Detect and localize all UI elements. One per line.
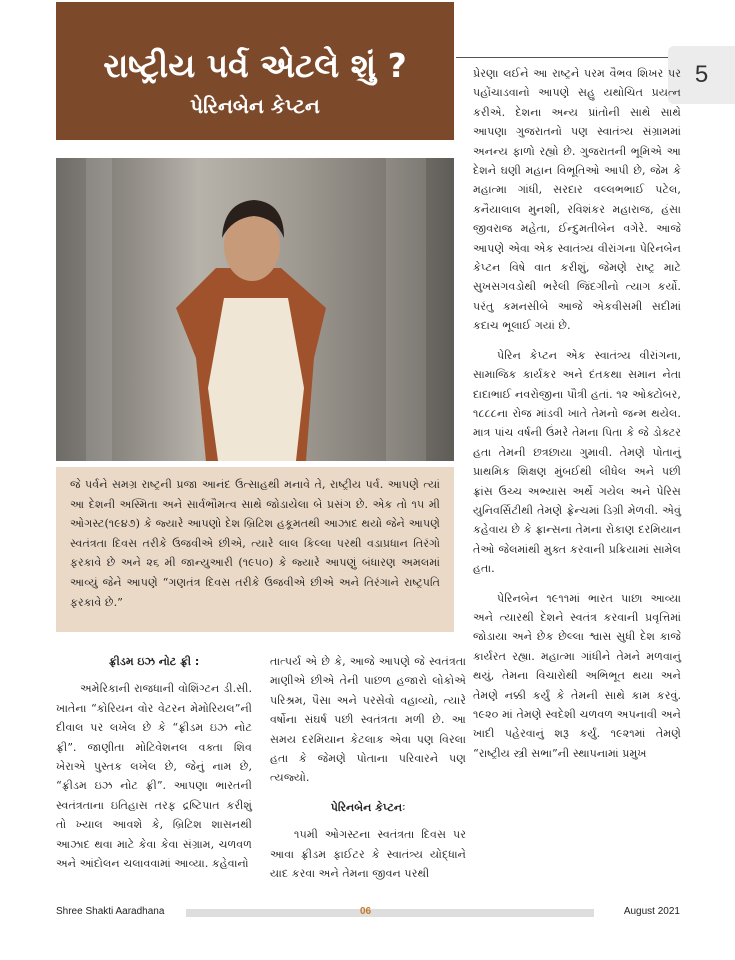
paragraph: ૧૫મી ઓગસ્ટના સ્વતંત્રતા દિવસ પર આવા ફ્રીડમ ફાઈટર કે સ્વાતંત્ર્ય યોદ્ધાને યાદ કરવા અને તેમના જીવન પરથી bbox=[270, 828, 466, 881]
article-author: પેરિનબેન કેપ્ટન bbox=[190, 94, 320, 118]
article-title: રાષ્ટ્રીય પર્વ એટલે શું ? bbox=[103, 46, 407, 85]
top-rule bbox=[456, 57, 668, 58]
magazine-name: Shree Shakti Aaradhana bbox=[56, 906, 165, 917]
page-footer bbox=[56, 906, 680, 918]
page-number: 06 bbox=[360, 906, 372, 917]
middle-column bbox=[270, 652, 466, 893]
title-banner bbox=[56, 2, 454, 140]
portrait-photo bbox=[56, 158, 454, 461]
paragraph: પ્રેરણા લઈને આ રાષ્ટ્રને પરમ વૈભવ શિખર પર પહોંચાડવાનો આપણે સહુ યથોચિત પ્રયત્ન કરીએ. દેશના અન્ય પ્રાંતોની સાથે સાથે આપણા ગુજરાતનો પણ સ્વાતંત્ર્ય સંગ્રામમાં અનન્ય ફાળો રહ્યો છે. ગુજરાતની ભૂમિએ આ દેશને ઘણી મહાન વિભૂતિઓ આપી છે, જેમ કે મહાત્મા ગાંધી, સરદાર વલ્લભભાઈ પટેલ, કનૈયાલાલ મુનશી, રવિશંકર મહારાજ, હંસા જીવરાજ મહેતા, ઈન્દુમતીબેન વગેરે. આજે આપણે એવા એક સ્વાતંત્ર્ય વીરાંગના પેરિનબેન કેપ્ટન વિષે વાત કરીશું, જેમણે રાષ્ટ્ર માટે સુખસગવડોથી ભરેલી જિંદગીનો ત્યાગ કર્યો. પરંતુ કમનસીબે આજે એકવીસમી સદીમાં કદાચ ભૂલાઈ ગયાં છે. bbox=[473, 67, 681, 333]
right-column bbox=[473, 64, 681, 773]
paragraph: પેરિનબેન ૧૯૧૧માં ભારત પાછા આવ્યા અને ત્યારથી દેશને સ્વતંત્ર કરવાની પ્રવૃત્તિમાં જોડાયા અને છેક છેલ્લા શ્વાસ સુધી દેશ કાજે કાર્યરત રહ્યા. મહાત્મા ગાંધીને તેમને મળવાનું થયું, તેમના વિચારોથી અભિભૂત થયા અને તેમણે નક્કી કર્યું કે તેમની સાથે કામ કરવું. ૧૯૨૦ માં તેમણે સ્વદેશી ચળવળ અપનાવી અને ખાદી પહેરવાનું શરૂ કર્યું. ૧૯૨૧માં તેમણે “રાષ્ટ્રીય સ્ત્રી સભા”ની સ્થાપનામાં પ્રમુખ bbox=[473, 591, 681, 760]
portrait-figure-icon bbox=[56, 158, 454, 461]
issue-date: August 2021 bbox=[623, 906, 680, 917]
section-heading-freedom: ફ્રીડમ ઇઝ નોટ ફ્રી : bbox=[108, 655, 200, 668]
intro-text: જે પર્વને સમગ્ર રાષ્ટ્રની પ્રજા આનંદ ઉત્સાહથી મનાવે તે, રાષ્ટ્રીય પર્વ. આપણે ત્યાં આ દેશની અસ્મિતા અને સાર્વભૌમત્વ સાથે જોડાયેલા બે પ્રસંગ છે. એક તો ૧૫ મી ઓગસ્ટ(૧૯૪૭) કે જ્યારે આપણો દેશ બ્રિટિશ હકૂમતથી આઝાદ થયો જેને આપણે સ્વતંત્રતા દિવસ તરીકે ઉજવીએ છીએ, ત્યારે લાલ કિલ્લા પરથી વડાપ્રધાન તિરંગો ફરકાવે છે અને ૨૬ મી જાન્યુઆરી (૧૯૫૦) કે જ્યારે આપણું બંધારણ અમલમાં આવ્યું જેને આપણે “ગણતંત્ર દિવસ તરીકે ઉજવીએ છીએ અને તિરંગાને રાષ્ટ્રપતિ ફરકાવે છે.” bbox=[70, 478, 440, 609]
paragraph: પેરિન કેપ્ટન એક સ્વાતંત્ર્ય વીરાંગના, સામાજિક કાર્યકર અને દંતકથા સમાન નેતા દાદાભાઈ નવરોજીના પૌત્રી હતાં. ૧૨ ઓક્ટોબર, ૧૮૮૮ના રોજ માંડવી ખાતે તેમનો જન્મ થયેલ. માત્ર પાંચ વર્ષની ઉંમરે તેમના પિતા કે જે ડોક્ટર હતા તેમની છત્રછાયા ગુમાવી. તેમણે પોતાનું પ્રાથમિક શિક્ષણ મુંબઈથી લીધેલ અને પછી ફ્રાંસ ઉચ્ચ અભ્યાસ અર્થે ગયેલ અને પેરિસ યુનિવર્સિટીથી તેમણે ફ્રેન્ચમાં ડિગ્રી મેળવી. એવું કહેવાય છે કે ફ્રાન્સના તેમના રોકાણ દરમિયાન તેઓ જેલમાંથી મુક્ત કરવાની પ્રક્રિયામાં સામેલ હતા. bbox=[473, 348, 681, 576]
left-column bbox=[56, 652, 252, 883]
intro-box bbox=[56, 467, 454, 632]
paragraph: તાત્પર્ય એ છે કે, આજે આપણે જે સ્વતંત્રતા માણીએ છીએ તેની પાછળ હજારો લોકોએ પરિશ્રમ, પૈસા અને પરસેવો વહાવ્યો, ત્યારે વર્ષોના સંઘર્ષ પછી સ્વતંત્રતા મળી છે. આ સમય દરમિયાન કેટલાક એવા પણ વિરલા હતા કે જેમણે પોતાના પરિવારને પણ ત્યજ્યો. bbox=[270, 655, 466, 785]
page-tab: 5 bbox=[668, 46, 735, 104]
section-heading-perinben: પેરિનબેન કેપ્ટનઃ bbox=[330, 800, 406, 814]
footer-bar bbox=[186, 909, 594, 917]
paragraph: અમેરિકાની રાજધાની વોશિંગ્ટન ડી.સી. ખાતેના “કોરિયન વોર વેટરન મેમોરિયલ”ની દીવાલ પર લખેલ છે કે “ફ્રીડમ ઇઝ નોટ ફ્રી”. જાણીતા મોટિવેશનલ વક્તા શિવ ખેરાએ પુસ્તક લખેલ છે, જેનું નામ છે, “ફ્રીડમ ઇઝ નોટ ફ્રી”. આપણા ભારતની સ્વતંત્રતાના ઇતિહાસ તરફ દ્રષ્ટિપાત કરીશું તો ખ્યાલ આવશે કે, બ્રિટિશ શાસનથી આઝાદ થવા માટે કેવા કેવા સંગ્રામ, ચળવળ અને આંદોલન ચલાવવામાં આવ્યા. કહેવાનો bbox=[56, 682, 252, 871]
